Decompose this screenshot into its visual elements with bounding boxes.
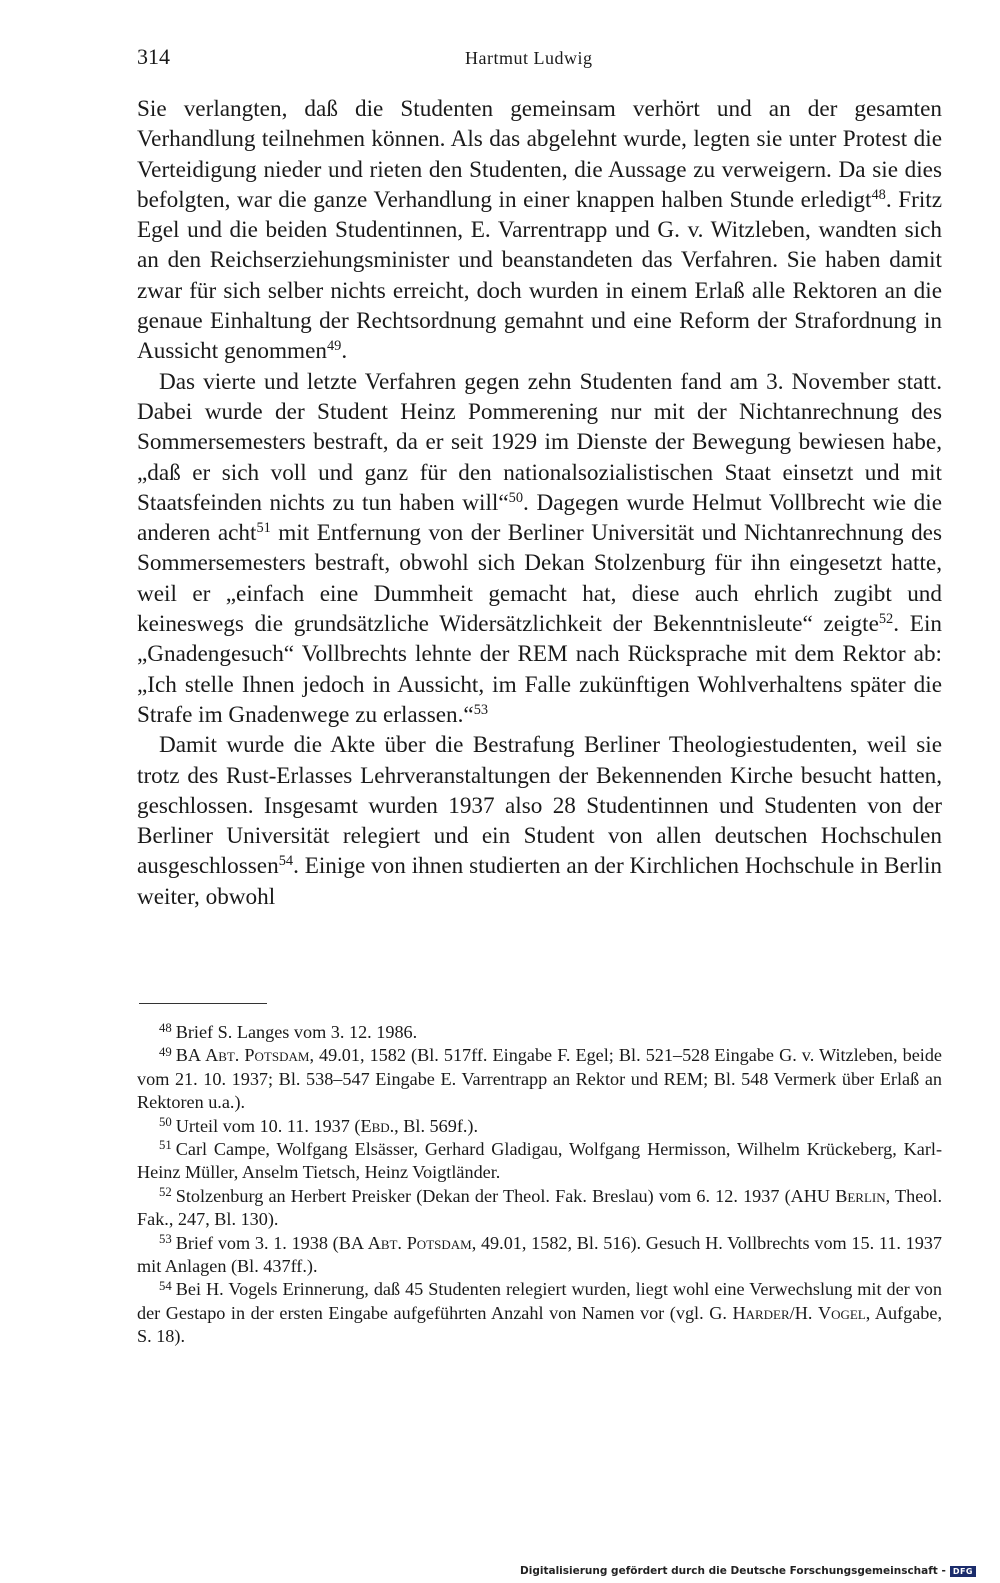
footnote-number: 50 xyxy=(159,1114,172,1129)
footnote xyxy=(137,1278,942,1348)
body-paragraph xyxy=(137,730,942,912)
text-run: . Einige von ihnen studierten an der Kirchlichen Hochschule in Berlin weiter, obwohl xyxy=(137,853,942,910)
footnote-number: 53 xyxy=(159,1231,172,1246)
footnote-text: Vogel xyxy=(817,1302,866,1323)
footnote-number: 49 xyxy=(159,1044,172,1059)
text-run: Das vierte und letzte Verfahren gegen zehn Studenten fand am 3. November statt. Dabei wurde der Student Heinz Pommerening nur mit der Nichtanrechnung des Sommersemesters bestraft, da er seit 1929 im Dienste der Bewegung bewiesen habe, „daß er sich voll und ganz für den nationalsozialistischen Staat einsetzt und mit Staatsfeinden nichts zu tun haben will“ xyxy=(137,368,942,516)
footnote xyxy=(137,1115,942,1138)
footnote xyxy=(137,1021,942,1044)
page-number: 314 xyxy=(137,44,170,69)
footnote-text: Harder xyxy=(732,1302,790,1323)
footnote-text: Urteil vom 10. 11. 1937 ( xyxy=(175,1115,361,1136)
footnote-reference: 52 xyxy=(878,611,894,628)
footnote-text: , 49.01, 1582, Bl. 516). Gesuch H. Vollbrechts vom 15. 11. 1937 mit Anlagen (Bl. 437ff.). xyxy=(137,1232,942,1277)
text-run: . xyxy=(341,338,348,365)
credit-text: Digitalisierung gefördert durch die Deutsche Forschungsgemeinschaft - xyxy=(520,1565,946,1577)
text-run: mit Entfernung von der Berliner Universität und Nichtanrechnung des Sommersemesters bestraft, obwohl sich Dekan Stolzenburg für ihn eingesetzt hatte, weil er „einfach eine Dummheit gemacht hat, diese auch ehrlich zugibt und keineswegs die grundsätzliche Widersätzlichkeit der Bekenntnisleute“ zeigte xyxy=(137,520,942,638)
footnote-reference: 53 xyxy=(473,702,489,719)
footnote-text: Ebd. xyxy=(360,1115,395,1136)
footnote-text: Bei H. Vogels Erinnerung, daß 45 Studenten relegiert wurden, liegt wohl eine Verwechslung mit der von der Gestapo in der ersten Eingabe aufgeführten Anzahl von Namen vor (vgl. G. xyxy=(137,1279,942,1323)
footnote-number: 48 xyxy=(159,1021,172,1036)
footnote-number: 51 xyxy=(159,1138,172,1153)
footnote-text: Berlin xyxy=(835,1185,886,1206)
text-run: . Fritz Egel und die beiden Studentinnen, E. Varrentrapp und G. v. Witzleben, wandten sich an den Reichserziehungsminister und beanstandeten das Verfahren. Sie haben damit zwar für sich selber nichts erreicht, doch wurden in einem Erlaß alle Rektoren an die genaue Einhaltung der Rechtsordnung gemahnt und eine Reform der Strafordnung in Aussicht genommen xyxy=(137,186,942,365)
footnote-text: Abt. Potsdam xyxy=(205,1045,310,1066)
text-run: Sie verlangten, daß die Studenten gemeinsam verhört und an der gesamten Verhandlung teilnehmen können. Als das abgelehnt wurde, legten sie unter Protest die Verteidigung nieder und rieten den Studenten, die Aussage zu verweigern. Da sie dies befolgten, war die ganze Verhandlung in einer knappen halben Stunde erledigt xyxy=(137,96,942,213)
footnote-text: , 49.01, 1582 (Bl. 517ff. Eingabe F. Egel; Bl. 521–528 Eingabe G. v. Witzleben, beide vom 21. 10. 1937; Bl. 538–547 Eingabe E. Varrentrapp an Rektor und REM; Bl. 548 Vermerk über Erlaß an Rektoren u.a.). xyxy=(137,1045,942,1113)
footnote xyxy=(137,1185,942,1232)
page-header xyxy=(137,44,942,74)
footnote-number: 52 xyxy=(159,1185,172,1200)
footnote-reference: 51 xyxy=(256,520,271,537)
footnote-reference: 54 xyxy=(278,853,294,870)
body-paragraph xyxy=(137,367,942,731)
footnote-reference: 48 xyxy=(871,186,886,203)
footnote xyxy=(137,1232,942,1279)
footnote-text: , Aufgabe, S. 18). xyxy=(137,1302,942,1347)
dfg-logo: DFG xyxy=(950,1566,976,1577)
footnote-text: /H. xyxy=(789,1302,818,1323)
footnote-reference: 50 xyxy=(508,489,524,506)
footnote-text: Carl Campe, Wolfgang Elsässer, Gerhard Gladigau, Wolfgang Hermisson, Wilhelm Krückeberg, Karl-Heinz Müller, Anselm Tietsch, Heinz Voigtländer. xyxy=(137,1139,942,1183)
footnote-text: Brief vom 3. 1. 1938 (BA xyxy=(175,1232,368,1253)
footnote xyxy=(137,1138,942,1185)
footnote-text: Brief S. Langes vom 3. 12. 1986. xyxy=(175,1022,418,1042)
running-head: Hartmut Ludwig xyxy=(465,48,593,68)
footnote-separator xyxy=(139,1003,267,1004)
footnote-reference: 49 xyxy=(326,338,342,355)
digitization-credit xyxy=(520,1565,976,1577)
body-paragraph xyxy=(137,94,942,367)
footnote-text: , Theol. Fak., 247, Bl. 130). xyxy=(137,1185,942,1230)
text-run: . Dagegen wurde Helmut Vollbrecht wie die anderen acht xyxy=(137,489,942,547)
footnotes xyxy=(137,1021,942,1349)
footnote-text: Abt. Potsdam xyxy=(367,1232,472,1253)
text-run: Damit wurde die Akte über die Bestrafung Berliner Theologiestudenten, weil sie trotz des Rust-Erlasses Lehrveranstaltungen der Bekennenden Kirche besucht hatten, geschlossen. Insgesamt wurden 1937 also 28 Studentinnen und Studenten von der Berliner Universität relegiert und ein Student von allen deutschen Hochschulen ausgeschlossen xyxy=(137,732,942,880)
text-run: . Ein „Gnadengesuch“ Vollbrechts lehnte der REM nach Rücksprache mit dem Rektor ab: „Ich stelle Ihnen jedoch in Aussicht, im Falle zukünftigen Wohlverhaltens später die Strafe im Gnadenwege zu erlassen.“ xyxy=(137,611,942,728)
footnote-text: BA xyxy=(175,1045,206,1066)
footnote xyxy=(137,1044,942,1114)
body-text xyxy=(137,94,942,912)
footnote-number: 54 xyxy=(159,1278,172,1293)
footnote-text: Stolzenburg an Herbert Preisker (Dekan der Theol. Fak. Breslau) vom 6. 12. 1937 (AHU xyxy=(175,1185,836,1206)
footnote-text: , Bl. 569f.). xyxy=(394,1115,479,1136)
